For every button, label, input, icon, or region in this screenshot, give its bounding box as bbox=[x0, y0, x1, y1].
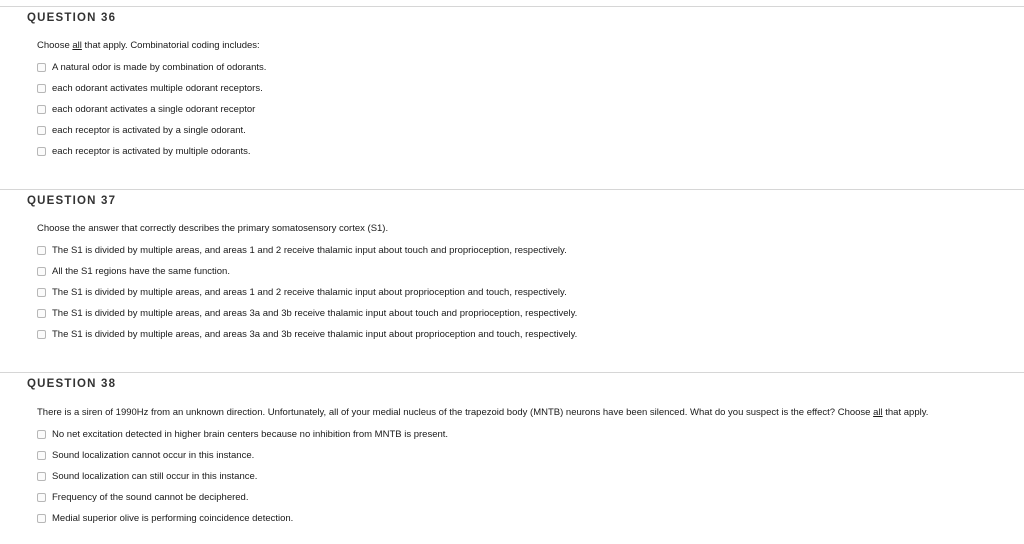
answer-option[interactable] bbox=[37, 285, 567, 299]
answer-option[interactable] bbox=[37, 102, 255, 116]
answer-option[interactable] bbox=[37, 144, 251, 158]
prompt-text: There is a siren of 1990Hz from an unknown direction. Unfortunately, all of your medial nucleus of the trapezoid body (MNTB) neurons have been silenced. What do you suspect is the effect? Choose bbox=[37, 407, 874, 418]
option-label: each receptor is activated by a single odorant. bbox=[52, 124, 246, 136]
answer-option[interactable] bbox=[37, 469, 257, 483]
answer-option[interactable] bbox=[37, 427, 448, 441]
option-label: Frequency of the sound cannot be deciphered. bbox=[52, 491, 249, 503]
answer-option[interactable] bbox=[37, 264, 230, 278]
option-label: Sound localization can still occur in this instance. bbox=[52, 470, 258, 482]
prompt-text: Choose the answer that correctly describes the primary somatosensory cortex (S1). bbox=[37, 223, 389, 234]
question-header bbox=[0, 189, 1024, 216]
checkbox[interactable] bbox=[37, 126, 46, 135]
option-label: The S1 is divided by multiple areas, and areas 1 and 2 receive thalamic input about proprioception and touch, respectively. bbox=[52, 286, 567, 298]
option-label: The S1 is divided by multiple areas, and areas 1 and 2 receive thalamic input about touch and proprioception, respectively. bbox=[52, 244, 567, 256]
question-37 bbox=[0, 189, 1024, 369]
answer-option[interactable] bbox=[37, 448, 254, 462]
option-label: All the S1 regions have the same function. bbox=[52, 265, 230, 277]
checkbox[interactable] bbox=[37, 84, 46, 93]
checkbox[interactable] bbox=[37, 451, 46, 460]
checkbox[interactable] bbox=[37, 430, 46, 439]
checkbox[interactable] bbox=[37, 147, 46, 156]
option-label: Sound localization cannot occur in this instance. bbox=[52, 449, 255, 461]
prompt-text-end: that apply. Combinatorial coding includes: bbox=[81, 40, 260, 51]
answer-option[interactable] bbox=[37, 123, 246, 137]
question-prompt bbox=[37, 223, 388, 234]
question-prompt bbox=[37, 40, 260, 51]
answer-option[interactable] bbox=[37, 327, 577, 341]
question-header bbox=[0, 6, 1024, 33]
answer-option[interactable] bbox=[37, 511, 293, 525]
question-title: QUESTION 36 bbox=[27, 12, 117, 24]
question-38 bbox=[0, 372, 1024, 542]
checkbox[interactable] bbox=[37, 267, 46, 276]
question-36 bbox=[0, 6, 1024, 186]
answer-option[interactable] bbox=[37, 490, 248, 504]
option-label: No net excitation detected in higher brain centers because no inhibition from MNTB is present. bbox=[52, 428, 449, 440]
question-title: QUESTION 37 bbox=[27, 195, 117, 207]
checkbox[interactable] bbox=[37, 330, 46, 339]
prompt-text: Choose bbox=[37, 40, 73, 51]
answer-option[interactable] bbox=[37, 243, 567, 257]
option-label: Medial superior olive is performing coincidence detection. bbox=[52, 512, 294, 524]
checkbox[interactable] bbox=[37, 309, 46, 318]
option-label: each odorant activates multiple odorant receptors. bbox=[52, 82, 263, 94]
option-label: The S1 is divided by multiple areas, and areas 3a and 3b receive thalamic input about touch and proprioception, respectively. bbox=[52, 307, 578, 319]
checkbox[interactable] bbox=[37, 246, 46, 255]
answer-option[interactable] bbox=[37, 306, 577, 320]
option-label: each odorant activates a single odorant receptor bbox=[52, 103, 256, 115]
option-label: each receptor is activated by multiple odorants. bbox=[52, 145, 251, 157]
checkbox[interactable] bbox=[37, 105, 46, 114]
option-label: A natural odor is made by combination of odorants. bbox=[52, 61, 267, 73]
checkbox[interactable] bbox=[37, 514, 46, 523]
prompt-text-end: that apply. bbox=[882, 407, 929, 418]
question-header bbox=[0, 372, 1024, 399]
answer-option[interactable] bbox=[37, 60, 266, 74]
answer-option[interactable] bbox=[37, 81, 263, 95]
option-label: The S1 is divided by multiple areas, and areas 3a and 3b receive thalamic input about proprioception and touch, respectively. bbox=[52, 328, 578, 340]
checkbox[interactable] bbox=[37, 63, 46, 72]
question-prompt bbox=[37, 407, 928, 418]
prompt-emphasis: all bbox=[72, 40, 82, 51]
question-title: QUESTION 38 bbox=[27, 378, 117, 390]
prompt-emphasis: all bbox=[873, 407, 883, 418]
checkbox[interactable] bbox=[37, 493, 46, 502]
checkbox[interactable] bbox=[37, 288, 46, 297]
checkbox[interactable] bbox=[37, 472, 46, 481]
